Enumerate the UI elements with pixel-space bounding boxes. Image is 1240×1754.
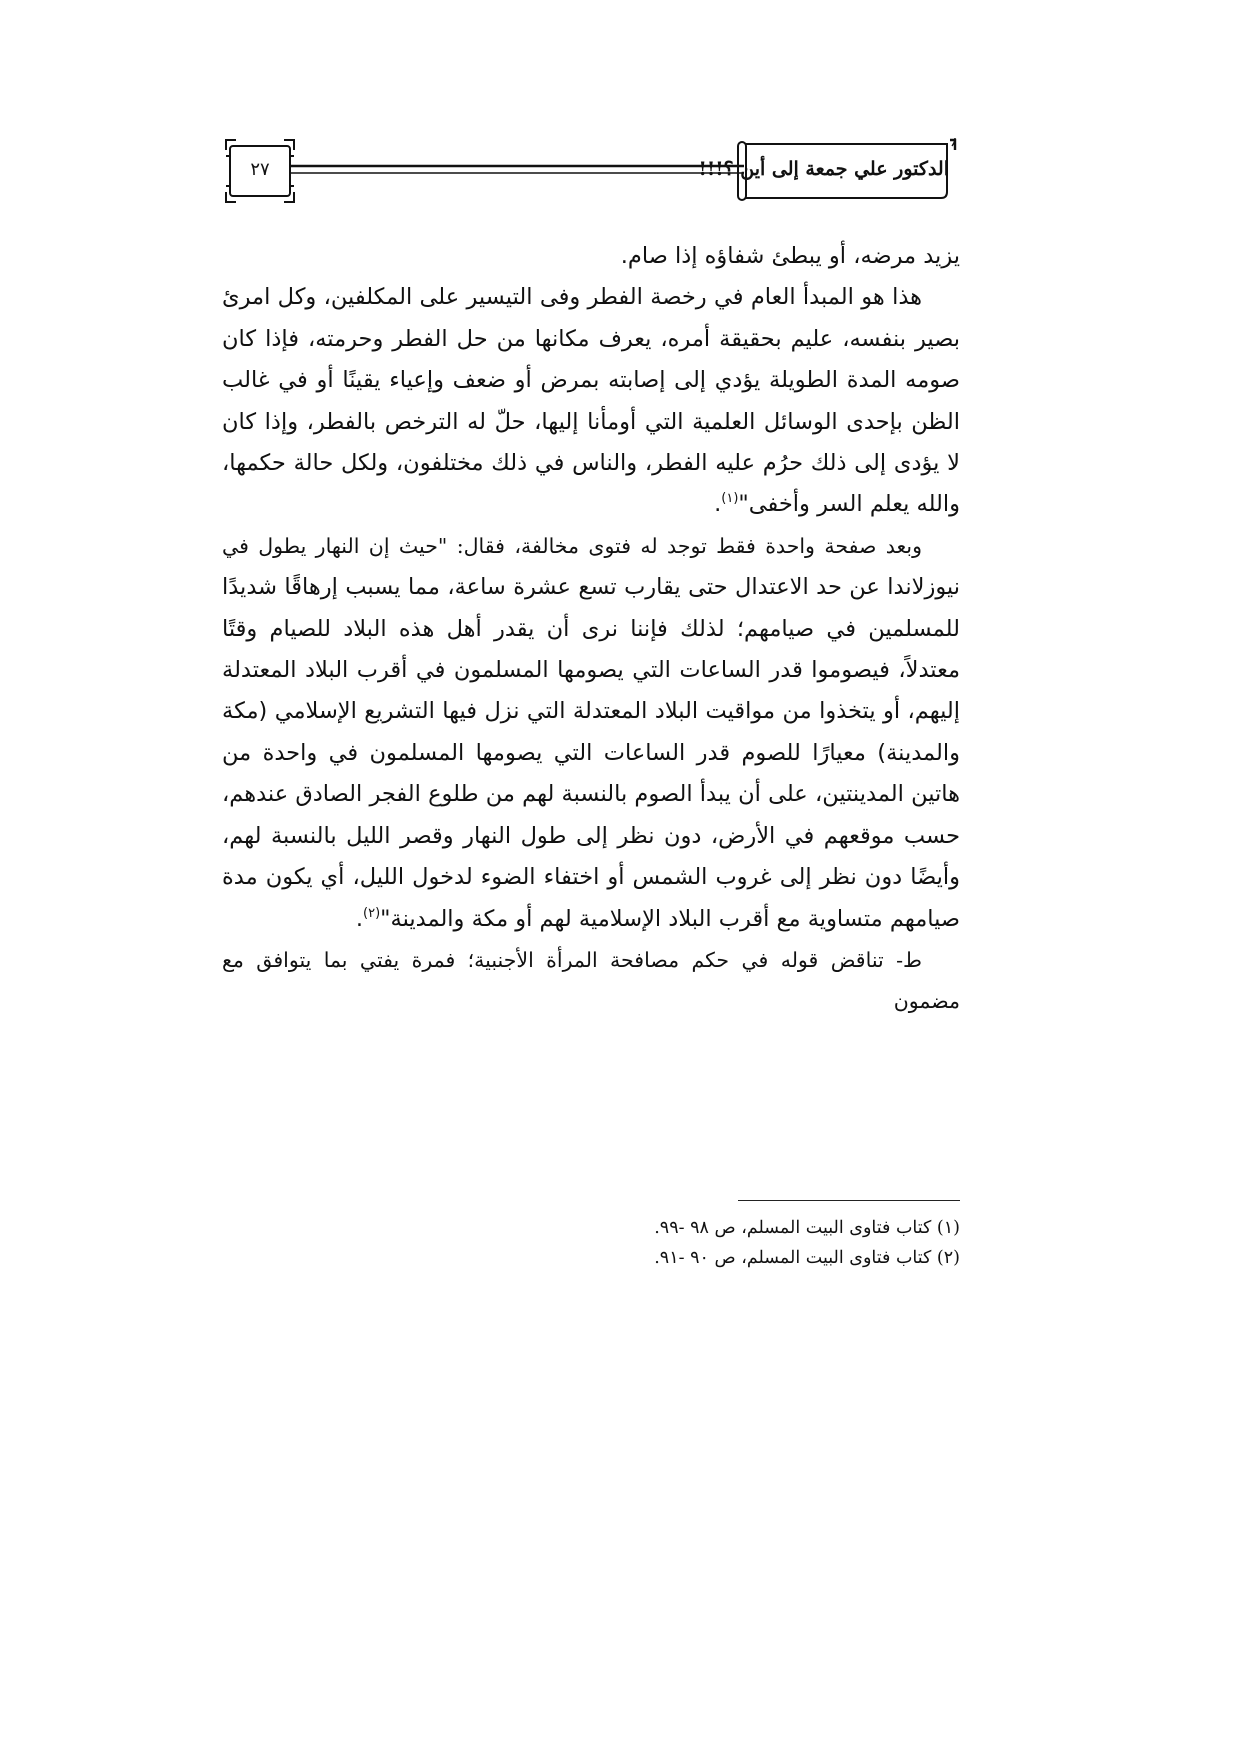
footnote-divider	[738, 1200, 960, 1201]
paragraph-4: ط- تناقض قوله في حكم مصافحة المرأة الأجنبية؛ فمرة يفتي بما يتوافق مع مضمون	[222, 947, 960, 1014]
paragraph-2	[222, 277, 960, 525]
footnote-ref-1[interactable]: (١)	[721, 491, 739, 507]
footnote-1: (١) كتاب فتاوى البيت المسلم، ص ٩٨ -٩٩.	[654, 1218, 960, 1238]
paragraph-3-period: .	[355, 905, 364, 932]
paragraph-2-text: هذا هو المبدأ العام في رخصة الفطر وفى التيسير على المكلفين، وكل امرئ بصير بنفسه، عليم بحقيقة أمره، يعرف مكانها من حل الفطر وحرمته، فإذا كان صومه المدة الطويلة يؤدي إلى إصابته بمرض أو ضعف وإعياء يقينًا أو في غالب الظن بإحدى الوسائل العلمية التي أومأنا إليها، حلّ له الترخص بالفطر، وإذا كان لا يؤدى إلى ذلك حرُم عليه الفطر، والناس في ذلك مختلفون، ولكل حالة حكمها، والله يعلم السر وأخفى"	[222, 284, 960, 518]
page-number: ٢٧	[250, 159, 270, 180]
paragraph-3	[222, 526, 960, 940]
footnote-ref-2[interactable]: (٢)	[363, 905, 381, 921]
paragraph-2-period: .	[714, 491, 722, 518]
body-text	[222, 236, 960, 1023]
page-header	[222, 136, 960, 206]
footnotes	[222, 1213, 960, 1273]
header-title: الدكتور علي جمعة إلى أين ؟!!!	[698, 158, 949, 180]
paragraph-3-intro: وبعد صفحة واحدة فقط توجد له فتوى مخالفة، فقال: "حيث إن النهار يطول في	[222, 533, 922, 558]
paragraph-3-text: نيوزلاندا عن حد الاعتدال حتى يقارب تسع عشرة ساعة، مما يسبب إرهاقًا شديدًا للمسلمين في صيامهم؛ لذلك فإننا نرى أن يقدر أهل هذه البلاد للصيام وقتًا معتدلاً، فيصوموا قدر الساعات التي يصومها المسلمون في أقرب البلاد المعتدلة إليهم، أو يتخذوا من مواقيت البلاد المعتدلة التي نزل فيها التشريع الإسلامي (مكة والمدينة) معيارًا للصوم قدر الساعات التي يصومها المسلمون في واحدة من هاتين المدينتين، على أن يبدأ الصوم بالنسبة لهم من طلوع الفجر الصادق عندهم، حسب موقعهم في الأرض، دون نظر إلى طول النهار وقصر الليل بالنسبة لهم، وأيضًا دون نظر إلى غروب الشمس أو اختفاء الضوء لدخول الليل، أي يكون مدة صيامهم متساوية مع أقرب البلاد الإسلامية لهم أو مكة والمدينة"	[222, 574, 960, 932]
paragraph-1: يزيد مرضه، أو يبطئ شفاؤه إذا صام.	[620, 243, 960, 269]
footnote-2: (٢) كتاب فتاوى البيت المسلم، ص ٩٠ -٩١.	[654, 1248, 960, 1268]
